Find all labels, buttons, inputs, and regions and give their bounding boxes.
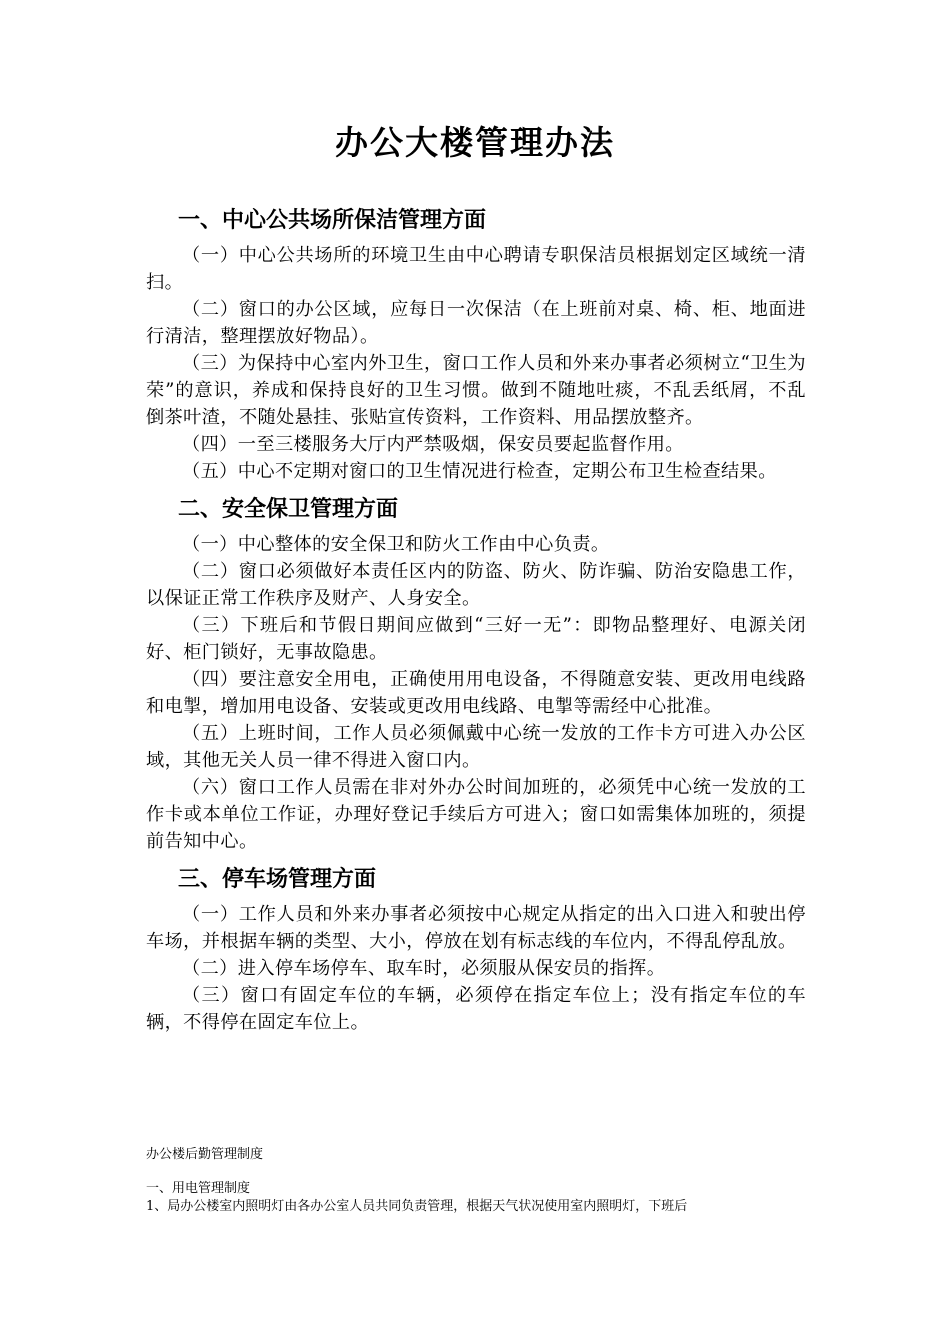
appendix-line: 一、用电管理制度: [146, 1181, 251, 1196]
appendix-line: 1、局办公楼室内照明灯由各办公室人员共同负责管理，根据天气状况使用室内照明灯，下班后: [146, 1199, 688, 1214]
paragraph: （一）中心公共场所的环境卫生由中心聘请专职保洁员根据划定区域统一清扫。: [146, 245, 806, 293]
paragraph: （四）一至三楼服务大厅内严禁吸烟，保安员要起监督作用。: [182, 434, 684, 455]
paragraph: （三）窗口有固定车位的车辆，必须停在指定车位上；没有指定车位的车辆，不得停在固定车位上。: [146, 985, 806, 1033]
paragraph: （六）窗口工作人员需在非对外办公时间加班的，必须凭中心统一发放的工作卡或本单位工作证，办理好登记手续后方可进入；窗口如需集体加班的，须提前告知中心。: [146, 777, 806, 852]
paragraph: （四）要注意安全用电，正确使用用电设备，不得随意安装、更改用电线路和电掣，增加用电设备、安装或更改用电线路、电掣等需经中心批准。: [146, 669, 806, 717]
paragraph: （五）中心不定期对窗口的卫生情况进行检查，定期公布卫生检查结果。: [182, 461, 777, 482]
section-parking: [146, 859, 806, 1036]
section-heading: 一、中心公共场所保洁管理方面: [178, 207, 487, 233]
paragraph: （二）窗口必须做好本责任区内的防盗、防火、防诈骗、防治安隐患工作，以保证正常工作秩序及财产、人身安全。: [146, 561, 806, 609]
section-heading: 三、停车场管理方面: [178, 866, 377, 892]
paragraph: （一）中心整体的安全保卫和防火工作由中心负责。: [182, 534, 610, 555]
paragraph: （二）进入停车场停车、取车时，必须服从保安员的指挥。: [182, 958, 666, 979]
paragraph: （五）上班时间，工作人员必须佩戴中心统一发放的工作卡方可进入办公区域，其他无关人员一律不得进入窗口内。: [146, 723, 806, 771]
paragraph: （三）为保持中心室内外卫生，窗口工作人员和外来办事者必须树立“卫生为荣”的意识，养成和保持良好的卫生习惯。做到不随地吐痰，不乱丢纸屑，不乱倒茶叶渣，不随处悬挂、张贴宣传资料，工作资料、用品摆放整齐。: [146, 353, 806, 428]
document-body: [146, 200, 806, 1040]
document-title: 办公大楼管理办法: [335, 123, 615, 162]
appendix-section: [146, 1146, 826, 1216]
section-cleaning: [146, 200, 806, 485]
paragraph: （二）窗口的办公区域，应每日一次保洁（在上班前对桌、椅、柜、地面进行清洁，整理摆放好物品）。: [146, 299, 806, 347]
paragraph: （三）下班后和节假日期间应做到“三好一无”：即物品整理好、电源关闭好、柜门锁好，无事故隐患。: [146, 615, 806, 663]
section-heading: 二、安全保卫管理方面: [178, 496, 399, 522]
paragraph: （一）工作人员和外来办事者必须按中心规定从指定的出入口进入和驶出停车场，并根据车辆的类型、大小，停放在划有标志线的车位内，不得乱停乱放。: [146, 904, 806, 952]
section-security: [146, 489, 806, 855]
appendix-title: 办公楼后勤管理制度: [146, 1147, 264, 1162]
